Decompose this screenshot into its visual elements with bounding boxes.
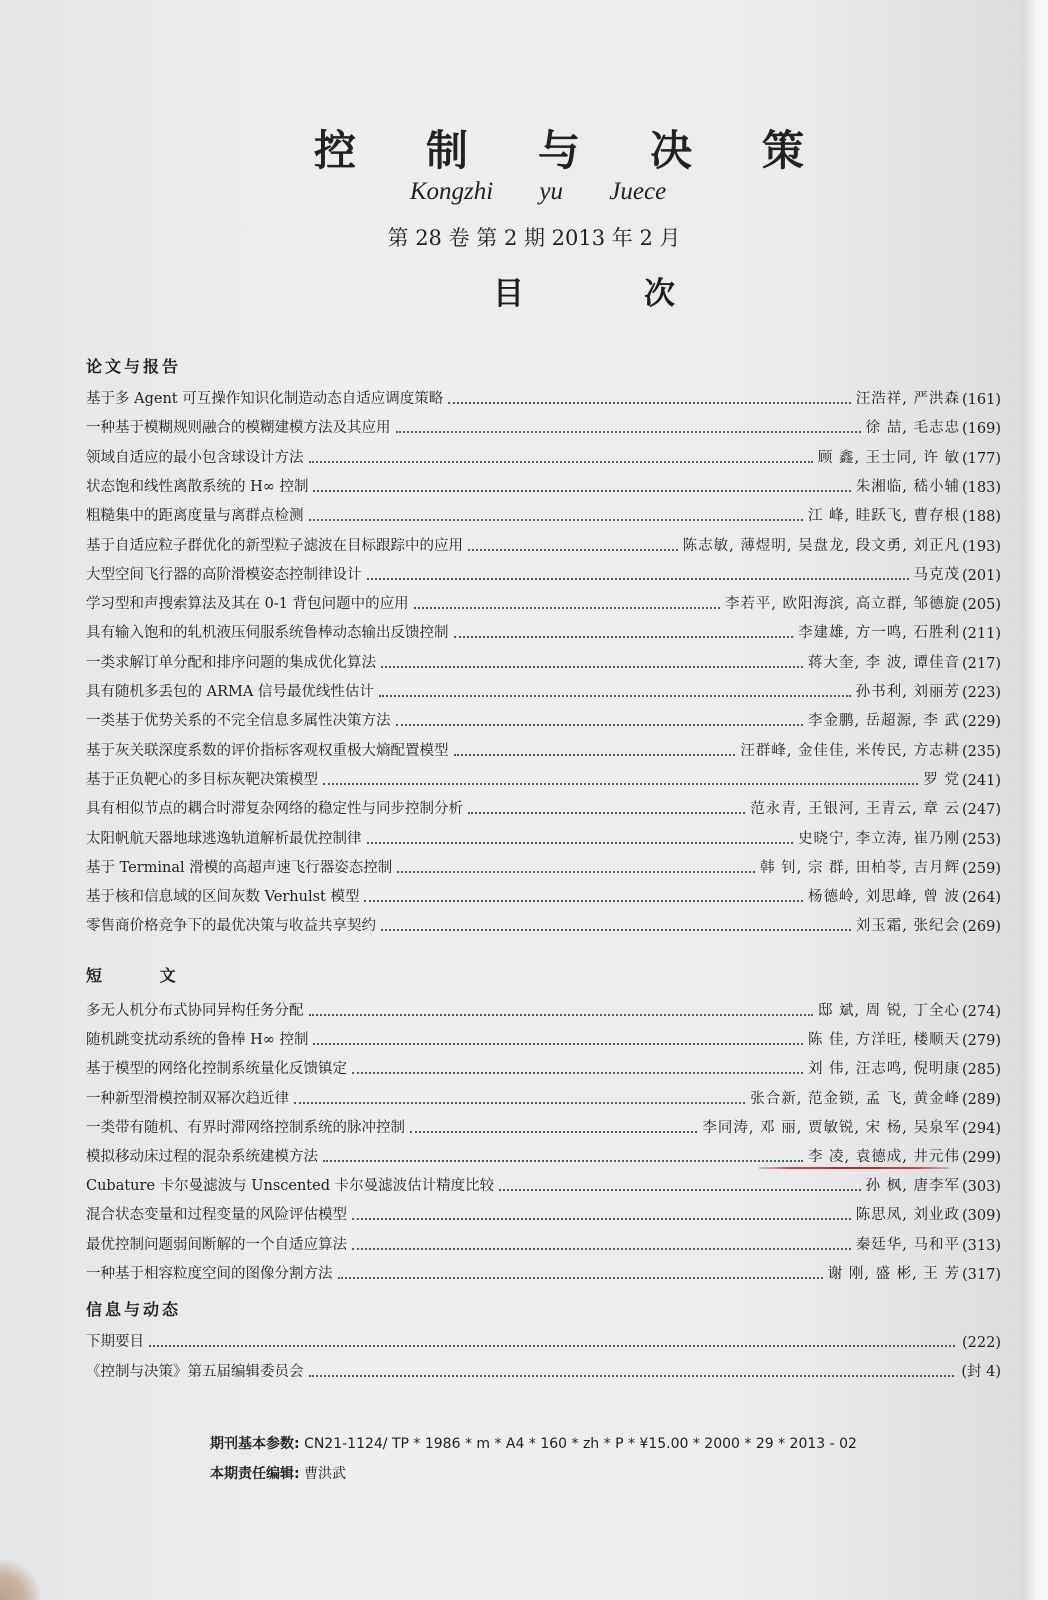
- dot-leader: [323, 783, 918, 785]
- toc-entry: [86, 499, 1001, 525]
- toc-entry: [86, 1169, 1001, 1195]
- entry-authors: 刘玉霜, 张纪会: [855, 918, 960, 935]
- entry-title: 多无人机分布式协同异构任务分配: [86, 1003, 304, 1019]
- entry-title: 基于核和信息域的区间灰数 Verhulst 模型: [86, 889, 360, 906]
- toc-entry: [86, 1052, 1001, 1078]
- toc-entry: [86, 616, 1001, 642]
- dot-leader: [379, 695, 851, 697]
- dot-leader: [454, 754, 736, 756]
- dot-leader: [309, 1014, 813, 1016]
- entry-authors: 孙书利, 刘丽芳: [855, 684, 960, 700]
- dot-leader: [352, 1072, 803, 1074]
- section-heading: 论文与报告: [86, 357, 182, 376]
- entry-title: 随机跳变扰动系统的鲁棒 H∞ 控制: [86, 1032, 309, 1049]
- entry-title: 大型空间飞行器的高阶滑模姿态控制律设计: [86, 566, 362, 583]
- toc-entry: [86, 851, 1001, 877]
- entry-page: (193): [962, 538, 1001, 555]
- entry-authors: 谢 刚, 盛 彬, 王 芳: [827, 1265, 960, 1282]
- entry-authors: 秦廷华, 马和平: [855, 1236, 960, 1253]
- entry-authors: 李 凌, 袁德成, 井元伟: [807, 1149, 960, 1165]
- toc-entry: [86, 704, 1001, 730]
- entry-page: (201): [962, 567, 1001, 584]
- dot-leader: [352, 1218, 851, 1220]
- entry-authors: 刘 伟, 汪志鸣, 倪明康: [807, 1061, 960, 1078]
- journal-params: [210, 1433, 857, 1453]
- dot-leader: [448, 402, 851, 404]
- toc-entry: [86, 1111, 1001, 1137]
- entry-authors: 韩 钊, 宗 群, 田柏苓, 吉月辉: [760, 859, 960, 876]
- dot-leader: [364, 900, 803, 902]
- entry-page: (247): [962, 802, 1001, 819]
- entry-title: 基于多 Agent 可互操作知识化制造动态自适应调度策略: [86, 391, 444, 407]
- dot-leader: [309, 461, 813, 463]
- entry-authors: 史晓宁, 李立涛, 崔乃刚: [798, 830, 960, 847]
- entry-page: (264): [962, 890, 1001, 907]
- entry-authors: 陈 佳, 方洋旺, 楼顺天: [807, 1032, 960, 1049]
- entry-title: 基于模型的网络化控制系统量化反馈镇定: [86, 1061, 347, 1078]
- editor-label: 本期责任编辑:: [210, 1466, 300, 1482]
- entry-authors: 江 峰, 眭跃飞, 曹存根: [807, 508, 960, 525]
- toc-entry: [86, 792, 1001, 818]
- dot-leader: [381, 666, 803, 668]
- entry-authors: 顾 鑫, 王士同, 许 敏: [817, 449, 960, 466]
- toc-entry: [86, 1355, 1001, 1381]
- entry-page: (211): [962, 626, 1001, 643]
- entry-authors: 徐 喆, 毛志忠: [865, 420, 960, 437]
- entry-page: (封 4): [961, 1363, 1001, 1380]
- entry-page: (188): [962, 509, 1001, 526]
- entry-page: (285): [962, 1062, 1001, 1079]
- entry-page: (269): [962, 919, 1001, 936]
- entry-title: 模拟移动床过程的混杂系统建模方法: [86, 1149, 318, 1165]
- entry-authors: 李同涛, 邓 丽, 贾敏锐, 宋 杨, 吴泉军: [702, 1119, 960, 1136]
- responsible-editor: [210, 1463, 346, 1483]
- dot-leader: [381, 929, 851, 931]
- toc-entry: [86, 822, 1001, 848]
- params-value: CN21-1124/ TP * 1986 * m * A4 * 160 * zh * P * ¥15.00 * 2000 * 29 * 2013 - 02: [304, 1436, 857, 1452]
- toc-entry: [86, 734, 1001, 760]
- entry-title: 基于正负靶心的多目标灰靶决策模型: [86, 771, 318, 788]
- entry-authors: 李建雄, 方一鸣, 石胜利: [798, 625, 960, 642]
- toc-entry: [86, 763, 1001, 789]
- entry-page: (253): [962, 831, 1001, 848]
- dot-leader: [323, 1160, 803, 1162]
- entry-authors: 邸 斌, 周 锐, 丁全心: [817, 1003, 960, 1019]
- entry-title: 具有随机多丢包的 ARMA 信号最优线性估计: [86, 684, 374, 700]
- toc-entry: [86, 1082, 1001, 1108]
- entry-authors: 汪浩祥, 严洪森: [855, 391, 960, 407]
- toc-entry: [86, 441, 1001, 467]
- entry-title: 领域自适应的最小包含球设计方法: [86, 449, 304, 466]
- entry-page: (235): [962, 743, 1001, 760]
- dot-leader: [149, 1345, 955, 1347]
- dot-leader: [410, 1131, 697, 1133]
- entry-title: 下期要目: [86, 1334, 144, 1350]
- dot-leader: [313, 490, 850, 492]
- entry-title: 零售商价格竞争下的最优决策与收益共享契约: [86, 918, 376, 935]
- entry-title: 一类带有随机、有界时滞网络控制系统的脉冲控制: [86, 1119, 405, 1136]
- issue-line: 第 28 卷 第 2 期 2013 年 2 月: [387, 226, 681, 250]
- entry-page: (313): [962, 1237, 1001, 1254]
- entry-authors: 范永青, 王银河, 王青云, 章 云: [750, 801, 960, 818]
- entry-title: 基于 Terminal 滑模的高超声速飞行器姿态控制: [86, 859, 393, 876]
- toc-entry: [86, 1228, 1001, 1254]
- dot-leader: [454, 636, 794, 638]
- entry-title: 基于灰关联深度系数的评价指标客观权重极大熵配置模型: [86, 742, 449, 759]
- entry-title: 一种新型滑模控制双幂次趋近律: [86, 1090, 289, 1107]
- entry-authors: 马克茂: [913, 566, 960, 583]
- contents-heading: 目次: [493, 276, 795, 312]
- toc-entry: [86, 1325, 1001, 1351]
- dot-leader: [468, 549, 678, 551]
- dot-leader: [313, 1043, 803, 1045]
- entry-page: (161): [962, 392, 1001, 408]
- entry-authors: 张合新, 范金锁, 孟 飞, 黄金峰: [750, 1090, 960, 1107]
- entry-page: (177): [962, 450, 1001, 467]
- entry-page: (222): [962, 1335, 1001, 1351]
- entry-authors: 李若平, 欧阳海滨, 高立群, 邹德旋: [724, 596, 960, 613]
- entry-page: (183): [962, 479, 1001, 496]
- entry-title: 一类求解订单分配和排序问题的集成优化算法: [86, 654, 376, 671]
- entry-page: (294): [962, 1120, 1001, 1137]
- entry-authors: 李金鹏, 岳超源, 李 武: [807, 713, 960, 730]
- toc-entry: [86, 587, 1001, 613]
- finger-shadow: [0, 1560, 40, 1600]
- dot-leader: [294, 1102, 745, 1104]
- toc-entry: [86, 880, 1001, 906]
- entry-page: (259): [962, 860, 1001, 877]
- entry-page: (241): [962, 772, 1001, 789]
- entry-page: (205): [962, 597, 1001, 614]
- entry-title: 状态饱和线性离散系统的 H∞ 控制: [86, 478, 309, 495]
- entry-title: 太阳帆航天器地球逃逸轨道解析最优控制律: [86, 830, 362, 847]
- toc-entry: [86, 675, 1001, 701]
- dot-leader: [397, 871, 755, 873]
- entry-title: 混合状态变量和过程变量的风险评估模型: [86, 1207, 347, 1224]
- journal-title-pinyin: Kongzhi yu Juece: [409, 178, 667, 205]
- entry-page: (279): [962, 1033, 1001, 1050]
- entry-authors: 孙 枫, 唐李军: [865, 1178, 960, 1195]
- entry-title: 一类基于优势关系的不完全信息多属性决策方法: [86, 713, 391, 730]
- entry-page: (317): [962, 1266, 1001, 1283]
- entry-page: (309): [962, 1208, 1001, 1225]
- toc-entry: [86, 1257, 1001, 1283]
- entry-page: (303): [962, 1179, 1001, 1196]
- dot-leader: [396, 431, 861, 433]
- toc-entry: [86, 909, 1001, 935]
- toc-entry: [86, 382, 1001, 408]
- entry-authors: 汪群峰, 金佳佳, 米传民, 方志耕: [740, 742, 960, 759]
- journal-title: 控制与决策: [313, 126, 874, 175]
- dot-leader: [367, 578, 909, 580]
- entry-title: 具有输入饱和的轧机液压伺服系统鲁棒动态输出反馈控制: [86, 625, 449, 642]
- params-label: 期刊基本参数:: [210, 1436, 300, 1452]
- entry-page: (229): [962, 714, 1001, 731]
- toc-entry: [86, 529, 1001, 555]
- dot-leader: [396, 724, 803, 726]
- entry-title: 粗糙集中的距离度量与离群点检测: [86, 508, 304, 525]
- entry-authors: 陈思凤, 刘业政: [855, 1207, 960, 1224]
- dot-leader: [499, 1189, 861, 1191]
- dot-leader: [468, 812, 745, 814]
- entry-page: (223): [962, 685, 1001, 701]
- dot-leader: [414, 607, 720, 609]
- entry-authors: 蒋大奎, 李 波, 谭佳音: [807, 654, 960, 671]
- entry-authors: 杨德岭, 刘思峰, 曾 波: [807, 889, 960, 906]
- section-heading: 短 文: [86, 966, 202, 985]
- entry-authors: 陈志敏, 薄煜明, 吴盘龙, 段文勇, 刘正凡: [682, 537, 960, 554]
- dot-leader: [309, 519, 803, 521]
- entry-title: 《控制与决策》第五届编辑委员会: [86, 1363, 304, 1380]
- dot-leader: [338, 1277, 823, 1279]
- entry-title: 一种基于模糊规则融合的模糊建模方法及其应用: [86, 420, 391, 437]
- editor-value: 曹洪武: [304, 1466, 347, 1482]
- dot-leader: [352, 1248, 851, 1250]
- toc-entry: [86, 1023, 1001, 1049]
- entry-title: 最优控制问题弱间断解的一个自适应算法: [86, 1236, 347, 1253]
- entry-page: (274): [962, 1004, 1001, 1020]
- entry-page: (217): [962, 655, 1001, 672]
- entry-title: 基于自适应粒子群优化的新型粒子滤波在目标跟踪中的应用: [86, 537, 463, 554]
- toc-entry: [86, 1140, 1001, 1166]
- entry-title: Cubature 卡尔曼滤波与 Unscented 卡尔曼滤波估计精度比较: [86, 1178, 495, 1195]
- red-pen-underline: [758, 1167, 950, 1169]
- toc-entry: [86, 470, 1001, 496]
- entry-page: (289): [962, 1091, 1001, 1108]
- entry-title: 学习型和声搜索算法及其在 0-1 背包问题中的应用: [86, 596, 409, 613]
- section-heading: 信息与动态: [86, 1300, 182, 1319]
- toc-entry: [86, 1198, 1001, 1224]
- dot-leader: [309, 1375, 955, 1377]
- dot-leader: [367, 842, 794, 844]
- toc-entry: [86, 994, 1001, 1020]
- entry-page: (169): [962, 421, 1001, 438]
- entry-page: (299): [962, 1150, 1001, 1166]
- entry-authors: 朱湘临, 嵇小辅: [855, 478, 960, 495]
- entry-title: 具有相似节点的耦合时滞复杂网络的稳定性与同步控制分析: [86, 801, 463, 818]
- entry-authors: 罗 党: [923, 771, 960, 788]
- toc-entry: [86, 646, 1001, 672]
- entry-title: 一种基于相容粒度空间的图像分割方法: [86, 1265, 333, 1282]
- toc-entry: [86, 411, 1001, 437]
- toc-entry: [86, 558, 1001, 584]
